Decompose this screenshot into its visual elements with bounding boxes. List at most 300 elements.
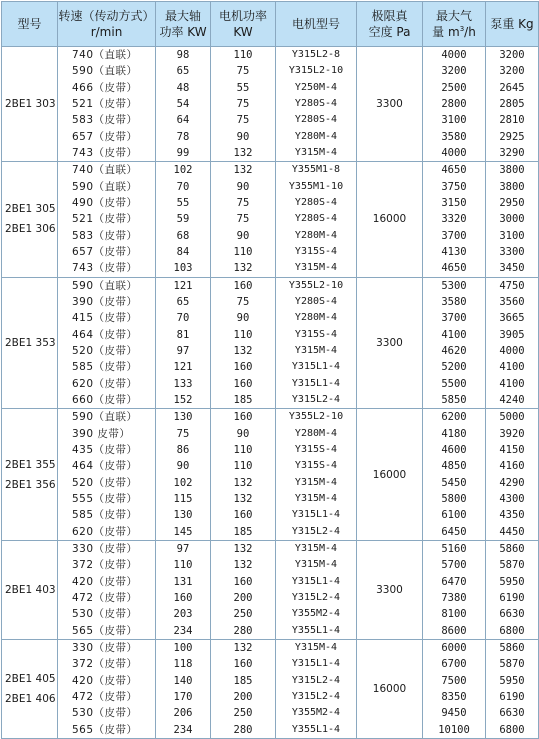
speed-cell: 565（皮带） (58, 721, 156, 738)
weight-cell: 3450 (486, 260, 539, 277)
model-name: 2BE1 305 (5, 203, 56, 216)
weight-cell: 3665 (486, 310, 539, 326)
motor-model-cell: Y315L2-4 (276, 392, 357, 409)
table-row (2, 689, 539, 705)
flow-cell: 3700 (423, 228, 486, 244)
speed-cell: 490（皮带） (58, 195, 156, 211)
weight-cell: 5860 (486, 540, 539, 557)
speed-cell: 472（皮带） (58, 590, 156, 606)
motor-model-cell: Y315S-4 (276, 442, 357, 458)
motor-power-cell: 110 (211, 327, 276, 343)
weight-cell: 4300 (486, 491, 539, 507)
flow-cell: 6470 (423, 574, 486, 590)
motor-model-cell: Y315L1-4 (276, 359, 357, 375)
weight-cell: 2810 (486, 112, 539, 128)
flow-cell: 5300 (423, 277, 486, 294)
shaft-power-cell: 48 (156, 80, 211, 96)
table-row (2, 475, 539, 491)
table-row (2, 524, 539, 541)
weight-cell: 3290 (486, 145, 539, 162)
table-row (2, 47, 539, 64)
flow-cell: 8350 (423, 689, 486, 705)
flow-cell: 10100 (423, 721, 486, 738)
speed-cell: 435（皮带） (58, 442, 156, 458)
motor-model-cell: Y315L2-4 (276, 590, 357, 606)
flow-cell: 5450 (423, 475, 486, 491)
shaft-power-cell: 145 (156, 524, 211, 541)
table-row (2, 260, 539, 277)
table-row (2, 96, 539, 112)
weight-cell: 3200 (486, 47, 539, 64)
shaft-power-cell: 98 (156, 47, 211, 64)
motor-power-cell: 110 (211, 442, 276, 458)
motor-model-cell: Y355M2-4 (276, 606, 357, 622)
speed-cell: 464（皮带） (58, 458, 156, 474)
motor-power-cell: 55 (211, 80, 276, 96)
shaft-power-cell: 118 (156, 656, 211, 672)
shaft-power-cell: 130 (156, 507, 211, 523)
header-shaft-power: 最大轴 功率 KW (156, 2, 211, 47)
shaft-power-cell: 70 (156, 310, 211, 326)
weight-cell: 5950 (486, 672, 539, 688)
table-row (2, 162, 539, 179)
speed-cell: 464（皮带） (58, 327, 156, 343)
flow-cell: 4000 (423, 145, 486, 162)
table-row (2, 622, 539, 639)
table-row (2, 112, 539, 128)
motor-power-cell: 132 (211, 145, 276, 162)
speed-cell: 330（皮带） (58, 540, 156, 557)
shaft-power-cell: 90 (156, 458, 211, 474)
table-row (2, 211, 539, 227)
model-name: 2BE1 356 (5, 478, 56, 491)
table-row (2, 80, 539, 96)
motor-power-cell: 132 (211, 475, 276, 491)
weight-cell: 3000 (486, 211, 539, 227)
weight-cell: 2950 (486, 195, 539, 211)
shaft-power-cell: 86 (156, 442, 211, 458)
weight-cell: 3800 (486, 162, 539, 179)
weight-cell: 4100 (486, 359, 539, 375)
weight-cell: 6630 (486, 705, 539, 721)
motor-model-cell: Y355L1-4 (276, 721, 357, 738)
table-row (2, 294, 539, 310)
shaft-power-cell: 78 (156, 129, 211, 145)
shaft-power-cell: 133 (156, 376, 211, 392)
motor-power-cell: 160 (211, 376, 276, 392)
motor-power-cell: 132 (211, 540, 276, 557)
motor-model-cell: Y355M2-4 (276, 705, 357, 721)
shaft-power-cell: 160 (156, 590, 211, 606)
model-name: 2BE1 403 (5, 583, 56, 596)
shaft-power-cell: 140 (156, 672, 211, 688)
weight-cell: 4290 (486, 475, 539, 491)
flow-cell: 4620 (423, 343, 486, 359)
motor-power-cell: 90 (211, 310, 276, 326)
speed-cell: 590（直联） (58, 63, 156, 79)
speed-cell: 590（直联） (58, 409, 156, 426)
weight-cell: 4160 (486, 458, 539, 474)
motor-power-cell: 90 (211, 426, 276, 442)
flow-cell: 6700 (423, 656, 486, 672)
table-row (2, 244, 539, 260)
table-row (2, 491, 539, 507)
table-row (2, 672, 539, 688)
motor-power-cell: 75 (211, 294, 276, 310)
table-row (2, 656, 539, 672)
flow-cell: 9450 (423, 705, 486, 721)
speed-cell: 590（直联） (58, 277, 156, 294)
motor-power-cell: 110 (211, 458, 276, 474)
motor-model-cell: Y315L2-8 (276, 47, 357, 64)
weight-cell: 3560 (486, 294, 539, 310)
weight-cell: 5860 (486, 639, 539, 656)
shaft-power-cell: 234 (156, 721, 211, 738)
flow-cell: 4100 (423, 327, 486, 343)
motor-power-cell: 90 (211, 129, 276, 145)
flow-cell: 4130 (423, 244, 486, 260)
shaft-power-cell: 97 (156, 343, 211, 359)
speed-cell: 620（皮带） (58, 524, 156, 541)
motor-power-cell: 200 (211, 590, 276, 606)
weight-cell: 4450 (486, 524, 539, 541)
shaft-power-cell: 99 (156, 145, 211, 162)
table-body (2, 47, 539, 739)
motor-power-cell: 132 (211, 162, 276, 179)
flow-cell: 6450 (423, 524, 486, 541)
speed-cell: 585（皮带） (58, 507, 156, 523)
shaft-power-cell: 54 (156, 96, 211, 112)
motor-power-cell: 75 (211, 63, 276, 79)
motor-model-cell: Y280S-4 (276, 112, 357, 128)
flow-cell: 5700 (423, 557, 486, 573)
speed-cell: 657（皮带） (58, 244, 156, 260)
weight-cell: 2805 (486, 96, 539, 112)
weight-cell: 4750 (486, 277, 539, 294)
speed-cell: 590（直联） (58, 179, 156, 195)
speed-cell: 743（皮带） (58, 260, 156, 277)
flow-cell: 3700 (423, 310, 486, 326)
motor-power-cell: 110 (211, 47, 276, 64)
motor-power-cell: 132 (211, 491, 276, 507)
speed-cell: 390 皮带） (58, 426, 156, 442)
table-row (2, 129, 539, 145)
flow-cell: 6000 (423, 639, 486, 656)
shaft-power-cell: 103 (156, 260, 211, 277)
motor-power-cell: 250 (211, 705, 276, 721)
weight-cell: 3920 (486, 426, 539, 442)
flow-cell: 4180 (423, 426, 486, 442)
shaft-power-cell: 121 (156, 359, 211, 375)
speed-cell: 555（皮带） (58, 491, 156, 507)
motor-model-cell: Y355L1-4 (276, 622, 357, 639)
vacuum-cell: 3300 (357, 47, 423, 162)
shaft-power-cell: 130 (156, 409, 211, 426)
motor-power-cell: 280 (211, 622, 276, 639)
table-row (2, 179, 539, 195)
motor-model-cell: Y315L2-10 (276, 63, 357, 79)
speed-cell: 372（皮带） (58, 557, 156, 573)
speed-cell: 740（直联） (58, 47, 156, 64)
motor-power-cell: 160 (211, 409, 276, 426)
motor-power-cell: 132 (211, 639, 276, 656)
motor-power-cell: 75 (211, 96, 276, 112)
weight-cell: 2645 (486, 80, 539, 96)
weight-cell: 5870 (486, 557, 539, 573)
table-row (2, 426, 539, 442)
weight-cell: 3800 (486, 179, 539, 195)
motor-model-cell: Y315S-4 (276, 244, 357, 260)
table-row (2, 458, 539, 474)
flow-cell: 7380 (423, 590, 486, 606)
header-model: 型号 (2, 2, 58, 47)
shaft-power-cell: 131 (156, 574, 211, 590)
motor-model-cell: Y315M-4 (276, 639, 357, 656)
shaft-power-cell: 55 (156, 195, 211, 211)
table-row (2, 557, 539, 573)
motor-model-cell: Y315M-4 (276, 491, 357, 507)
vacuum-cell: 16000 (357, 639, 423, 738)
speed-cell: 390（皮带） (58, 294, 156, 310)
motor-model-cell: Y280M-4 (276, 426, 357, 442)
flow-cell: 2800 (423, 96, 486, 112)
motor-power-cell: 75 (211, 112, 276, 128)
motor-power-cell: 110 (211, 244, 276, 260)
table-row (2, 392, 539, 409)
flow-cell: 3580 (423, 294, 486, 310)
motor-power-cell: 160 (211, 656, 276, 672)
table-row (2, 327, 539, 343)
flow-cell: 2500 (423, 80, 486, 96)
speed-cell: 466（皮带） (58, 80, 156, 96)
motor-model-cell: Y315L2-4 (276, 524, 357, 541)
speed-cell: 521（皮带） (58, 96, 156, 112)
weight-cell: 4150 (486, 442, 539, 458)
motor-model-cell: Y315S-4 (276, 458, 357, 474)
flow-cell: 3320 (423, 211, 486, 227)
shaft-power-cell: 234 (156, 622, 211, 639)
motor-model-cell: Y315M-4 (276, 557, 357, 573)
weight-cell: 4100 (486, 376, 539, 392)
motor-model-cell: Y315M-4 (276, 540, 357, 557)
shaft-power-cell: 170 (156, 689, 211, 705)
weight-cell: 5000 (486, 409, 539, 426)
shaft-power-cell: 81 (156, 327, 211, 343)
speed-cell: 565（皮带） (58, 622, 156, 639)
shaft-power-cell: 65 (156, 63, 211, 79)
speed-cell: 330（皮带） (58, 639, 156, 656)
weight-cell: 6800 (486, 721, 539, 738)
motor-model-cell: Y315L2-4 (276, 672, 357, 688)
table-row (2, 376, 539, 392)
motor-model-cell: Y280S-4 (276, 211, 357, 227)
flow-cell: 3580 (423, 129, 486, 145)
shaft-power-cell: 64 (156, 112, 211, 128)
shaft-power-cell: 68 (156, 228, 211, 244)
table-row (2, 540, 539, 557)
weight-cell: 4000 (486, 343, 539, 359)
header-motor-model: 电机型号 (276, 2, 357, 47)
motor-model-cell: Y280M-4 (276, 129, 357, 145)
shaft-power-cell: 121 (156, 277, 211, 294)
motor-power-cell: 185 (211, 524, 276, 541)
weight-cell: 3300 (486, 244, 539, 260)
model-cell (2, 277, 58, 409)
weight-cell: 6190 (486, 590, 539, 606)
weight-cell: 6190 (486, 689, 539, 705)
flow-cell: 4600 (423, 442, 486, 458)
table-row (2, 343, 539, 359)
table-row (2, 63, 539, 79)
motor-model-cell: Y355L2-10 (276, 409, 357, 426)
flow-cell: 6100 (423, 507, 486, 523)
flow-cell: 5160 (423, 540, 486, 557)
speed-cell: 520（皮带） (58, 343, 156, 359)
header-motor-power: 电机功率 KW (211, 2, 276, 47)
motor-model-cell: Y280M-4 (276, 228, 357, 244)
header-row (2, 2, 539, 47)
weight-cell: 2925 (486, 129, 539, 145)
motor-model-cell: Y280S-4 (276, 96, 357, 112)
weight-cell: 5950 (486, 574, 539, 590)
motor-power-cell: 90 (211, 228, 276, 244)
motor-power-cell: 160 (211, 507, 276, 523)
model-name: 2BE1 355 (5, 458, 56, 471)
model-cell (2, 162, 58, 277)
table-row (2, 507, 539, 523)
model-name: 2BE1 303 (5, 98, 56, 111)
vacuum-cell: 3300 (357, 540, 423, 639)
flow-cell: 4850 (423, 458, 486, 474)
table-row (2, 442, 539, 458)
motor-power-cell: 160 (211, 277, 276, 294)
flow-cell: 5500 (423, 376, 486, 392)
motor-model-cell: Y315L1-4 (276, 376, 357, 392)
weight-cell: 3905 (486, 327, 539, 343)
table-row (2, 409, 539, 426)
weight-cell: 6800 (486, 622, 539, 639)
shaft-power-cell: 97 (156, 540, 211, 557)
flow-cell: 5850 (423, 392, 486, 409)
speed-cell: 660（皮带） (58, 392, 156, 409)
motor-model-cell: Y315L2-4 (276, 689, 357, 705)
model-name: 2BE1 406 (5, 692, 56, 705)
header-speed: 转速（传动方式） r/min (58, 2, 156, 47)
model-cell (2, 540, 58, 639)
table-row (2, 574, 539, 590)
shaft-power-cell: 152 (156, 392, 211, 409)
speed-cell: 472（皮带） (58, 689, 156, 705)
motor-power-cell: 200 (211, 689, 276, 705)
header-vacuum: 极限真 空度 Pa (357, 2, 423, 47)
model-name: 2BE1 306 (5, 223, 56, 236)
motor-model-cell: Y315M-4 (276, 343, 357, 359)
speed-cell: 520（皮带） (58, 475, 156, 491)
table-row (2, 195, 539, 211)
motor-power-cell: 160 (211, 359, 276, 375)
shaft-power-cell: 75 (156, 426, 211, 442)
shaft-power-cell: 65 (156, 294, 211, 310)
motor-power-cell: 90 (211, 179, 276, 195)
motor-power-cell: 185 (211, 672, 276, 688)
motor-model-cell: Y315L1-4 (276, 507, 357, 523)
motor-power-cell: 185 (211, 392, 276, 409)
motor-model-cell: Y355L2-10 (276, 277, 357, 294)
shaft-power-cell: 206 (156, 705, 211, 721)
speed-cell: 657（皮带） (58, 129, 156, 145)
motor-power-cell: 132 (211, 343, 276, 359)
shaft-power-cell: 203 (156, 606, 211, 622)
header-weight: 泵重 Kg (486, 2, 539, 47)
table-row (2, 359, 539, 375)
vacuum-cell: 16000 (357, 409, 423, 541)
speed-cell: 743（皮带） (58, 145, 156, 162)
weight-cell: 5870 (486, 656, 539, 672)
shaft-power-cell: 84 (156, 244, 211, 260)
speed-cell: 521（皮带） (58, 211, 156, 227)
speed-cell: 585（皮带） (58, 359, 156, 375)
motor-model-cell: Y315M-4 (276, 145, 357, 162)
shaft-power-cell: 70 (156, 179, 211, 195)
table-row (2, 639, 539, 656)
speed-cell: 583（皮带） (58, 112, 156, 128)
weight-cell: 4240 (486, 392, 539, 409)
weight-cell: 3100 (486, 228, 539, 244)
model-cell (2, 409, 58, 541)
motor-model-cell: Y250M-4 (276, 80, 357, 96)
flow-cell: 3200 (423, 63, 486, 79)
motor-model-cell: Y315L1-4 (276, 574, 357, 590)
motor-model-cell: Y355M1-10 (276, 179, 357, 195)
flow-cell: 7500 (423, 672, 486, 688)
flow-cell: 4650 (423, 162, 486, 179)
motor-power-cell: 132 (211, 260, 276, 277)
flow-cell: 5800 (423, 491, 486, 507)
flow-cell: 4000 (423, 47, 486, 64)
flow-cell: 3750 (423, 179, 486, 195)
motor-power-cell: 280 (211, 721, 276, 738)
shaft-power-cell: 59 (156, 211, 211, 227)
speed-cell: 372（皮带） (58, 656, 156, 672)
shaft-power-cell: 102 (156, 162, 211, 179)
flow-cell: 8100 (423, 606, 486, 622)
speed-cell: 420（皮带） (58, 672, 156, 688)
shaft-power-cell: 100 (156, 639, 211, 656)
motor-model-cell: Y315M-4 (276, 260, 357, 277)
vacuum-cell: 3300 (357, 277, 423, 409)
flow-cell: 3100 (423, 112, 486, 128)
table-row (2, 277, 539, 294)
motor-model-cell: Y315L1-4 (276, 656, 357, 672)
motor-power-cell: 75 (211, 195, 276, 211)
motor-model-cell: Y280S-4 (276, 195, 357, 211)
motor-power-cell: 160 (211, 574, 276, 590)
weight-cell: 4350 (486, 507, 539, 523)
shaft-power-cell: 115 (156, 491, 211, 507)
pump-spec-table (1, 1, 539, 739)
motor-model-cell: Y280S-4 (276, 294, 357, 310)
model-cell (2, 639, 58, 738)
motor-model-cell: Y315S-4 (276, 327, 357, 343)
table-row (2, 606, 539, 622)
table-row (2, 590, 539, 606)
flow-cell: 6200 (423, 409, 486, 426)
speed-cell: 740（直联） (58, 162, 156, 179)
model-name: 2BE1 353 (5, 336, 56, 349)
speed-cell: 420（皮带） (58, 574, 156, 590)
speed-cell: 530（皮带） (58, 705, 156, 721)
speed-cell: 583（皮带） (58, 228, 156, 244)
